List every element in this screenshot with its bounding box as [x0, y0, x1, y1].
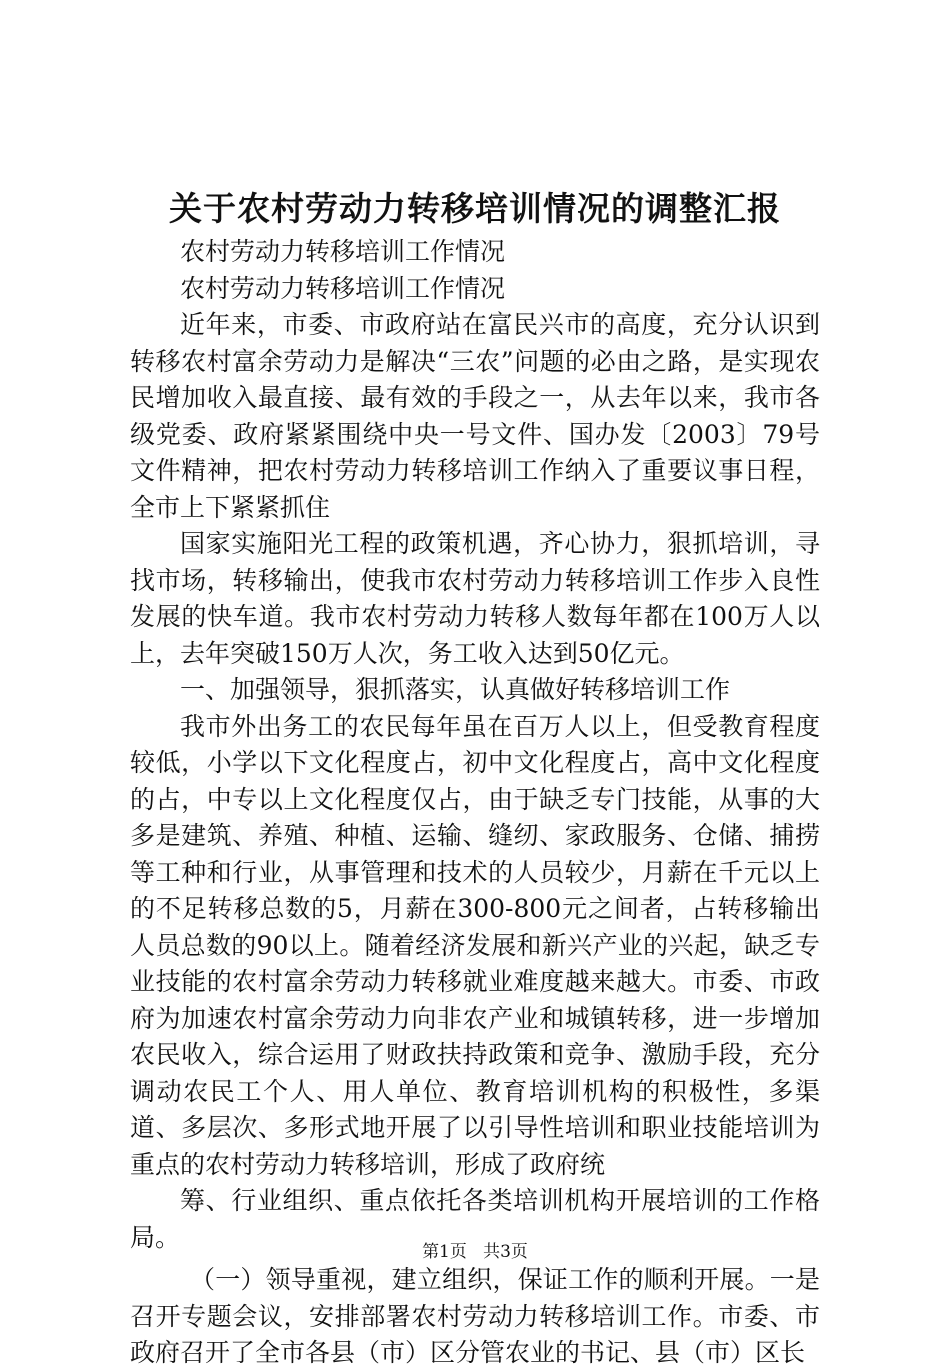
- document-title: 关于农村劳动力转移培训情况的调整汇报: [169, 189, 781, 228]
- body-paragraph: 筹、行业组织、重点依托各类培训机构开展培训的工作格局。: [130, 1186, 820, 1252]
- section-heading: 一、加强领导，狠抓落实，认真做好转移培训工作: [180, 675, 731, 704]
- page-footer: [0, 1241, 950, 1263]
- body-paragraph: 农村劳动力转移培训工作情况: [180, 237, 506, 266]
- page-total: 共3页: [483, 1242, 528, 1262]
- body-paragraph: （一）领导重视，建立组织，保证工作的顺利开展。一是召开专题会议，安排部署农村劳动力转移培训工作。市委、市政府召开了全市各县（市）区分管农业的书记、县（市）区长: [130, 1265, 820, 1367]
- body-paragraph: 国家实施阳光工程的政策机遇，齐心协力，狠抓培训，寻找市场，转移输出，使我市农村劳动力转移培训工作步入良性发展的快车道。我市农村劳动力转移人数每年都在100万人以上，去年突破150万人次，务工收入达到50亿元。: [130, 529, 820, 668]
- page-number: 第1页: [422, 1242, 467, 1262]
- body-paragraph: 农村劳动力转移培训工作情况: [180, 273, 506, 303]
- document-body: [130, 234, 820, 1372]
- page-separator: [472, 1241, 477, 1263]
- body-paragraph: 近年来，市委、市政府站在富民兴市的高度，充分认识到转移农村富余劳动力是解决“三农”问题的必由之路，是实现农民增加收入最直接、最有效的手段之一，从去年以来，我市各级党委、政府紧紧围绕中央一号文件、国办发〔2003〕79号文件精神，把农村劳动力转移培训工作纳入了重要议事日程，全市上下紧紧抓住: [130, 310, 820, 522]
- body-paragraph: 我市外出务工的农民每年虽在百万人以上，但受教育程度较低，小学以下文化程度占，初中文化程度占，高中文化程度的占，中专以上文化程度仅占，由于缺乏专门技能，从事的大多是建筑、养殖、种植、运输、缝纫、家政服务、仓储、捕捞等工种和行业，从事管理和技术的人员较少，月薪在千元以上的不足转移总数的5，月薪在300-800元之间者，占转移输出人员总数的90以上。随着经济发展和新兴产业的兴起，缺乏专业技能的农村富余劳动力转移就业难度越来越大。市委、市政府为加速农村富余劳动力向非农产业和城镇转移，进一步增加农民收入，综合运用了财政扶持政策和竞争、激励手段，充分调动农民工个人、用人单位、教育培训机构的积极性，多渠道、多层次、多形式地开展了以引导性培训和职业技能培训为重点的农村劳动力转移培训，形成了政府统: [130, 711, 820, 1179]
